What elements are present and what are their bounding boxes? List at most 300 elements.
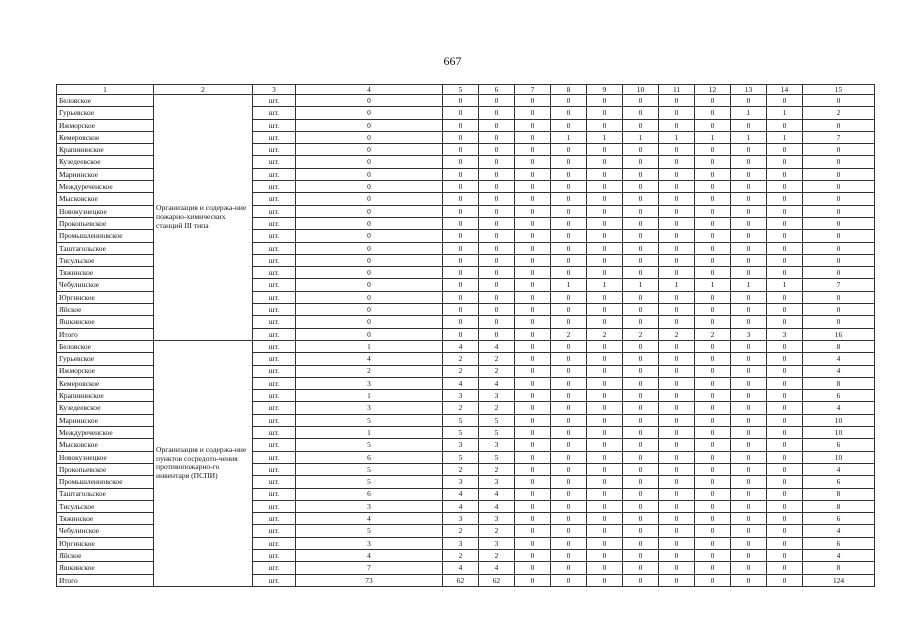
value-cell: 1 (551, 131, 587, 143)
page-number: 667 (443, 54, 462, 68)
value-cell: 0 (659, 230, 695, 242)
value-cell: 0 (767, 500, 803, 512)
value-cell: 0 (515, 525, 551, 537)
value-cell: 0 (515, 267, 551, 279)
value-cell: 0 (731, 451, 767, 463)
value-cell: 4 (479, 377, 515, 389)
value-cell: 0 (623, 500, 659, 512)
unit-cell: шт. (253, 353, 296, 365)
value-cell: 0 (767, 353, 803, 365)
value-cell: 0 (296, 254, 443, 266)
value-cell: 1 (587, 131, 623, 143)
value-cell: 0 (443, 242, 479, 254)
value-cell: 0 (623, 230, 659, 242)
value-cell: 0 (443, 181, 479, 193)
district-name: Тисульское (57, 254, 154, 266)
value-cell: 0 (659, 316, 695, 328)
value-cell: 0 (515, 168, 551, 180)
value-cell: 0 (659, 390, 695, 402)
value-cell: 0 (659, 451, 695, 463)
value-cell: 0 (296, 291, 443, 303)
header-cell: 13 (731, 85, 767, 95)
value-cell: 0 (623, 377, 659, 389)
value-cell: 0 (515, 230, 551, 242)
value-cell: 0 (731, 427, 767, 439)
value-cell: 0 (695, 156, 731, 168)
value-cell: 0 (731, 513, 767, 525)
data-table (56, 84, 875, 587)
value-cell: 0 (659, 476, 695, 488)
value-cell: 0 (515, 549, 551, 561)
value-cell: 0 (587, 402, 623, 414)
value-cell: 0 (767, 513, 803, 525)
value-cell: 0 (731, 402, 767, 414)
value-cell: 0 (731, 316, 767, 328)
district-name: Ижморское (57, 365, 154, 377)
value-cell: 0 (587, 574, 623, 586)
value-cell: 0 (695, 549, 731, 561)
unit-cell: шт. (253, 476, 296, 488)
value-cell: 0 (659, 168, 695, 180)
value-cell: 1 (623, 131, 659, 143)
value-cell: 8 (803, 500, 875, 512)
value-cell: 0 (659, 144, 695, 156)
value-cell: 1 (623, 279, 659, 291)
value-cell: 0 (695, 242, 731, 254)
value-cell: 0 (623, 439, 659, 451)
value-cell: 0 (587, 476, 623, 488)
value-cell: 1 (296, 340, 443, 352)
value-cell: 0 (695, 414, 731, 426)
value-cell: 0 (296, 131, 443, 143)
value-cell: 0 (296, 181, 443, 193)
value-cell: 0 (695, 95, 731, 107)
value-cell: 0 (515, 107, 551, 119)
value-cell: 0 (551, 353, 587, 365)
unit-cell: шт. (253, 377, 296, 389)
value-cell: 2 (479, 463, 515, 475)
value-cell: 1 (695, 131, 731, 143)
value-cell: 0 (479, 119, 515, 131)
value-cell: 0 (443, 95, 479, 107)
value-cell: 2 (695, 328, 731, 340)
value-cell: 0 (515, 340, 551, 352)
district-name: Междуреченское (57, 181, 154, 193)
value-cell: 0 (623, 390, 659, 402)
value-cell: 0 (587, 488, 623, 500)
value-cell: 3 (479, 476, 515, 488)
value-cell: 0 (695, 427, 731, 439)
value-cell: 0 (296, 230, 443, 242)
value-cell: 3 (443, 390, 479, 402)
value-cell: 0 (551, 340, 587, 352)
value-cell: 1 (731, 107, 767, 119)
value-cell: 0 (659, 377, 695, 389)
value-cell: 0 (731, 574, 767, 586)
value-cell: 0 (551, 451, 587, 463)
value-cell: 7 (803, 279, 875, 291)
value-cell: 0 (659, 500, 695, 512)
value-cell: 0 (515, 205, 551, 217)
value-cell: 0 (296, 107, 443, 119)
unit-cell: шт. (253, 525, 296, 537)
value-cell: 1 (731, 279, 767, 291)
value-cell: 0 (623, 488, 659, 500)
value-cell: 0 (296, 193, 443, 205)
value-cell: 0 (767, 439, 803, 451)
value-cell: 0 (479, 279, 515, 291)
value-cell: 0 (587, 205, 623, 217)
value-cell: 0 (767, 377, 803, 389)
value-cell: 0 (767, 144, 803, 156)
value-cell: 0 (515, 402, 551, 414)
value-cell: 0 (767, 193, 803, 205)
value-cell: 0 (551, 217, 587, 229)
value-cell: 2 (803, 107, 875, 119)
value-cell: 0 (296, 316, 443, 328)
district-name: Чебулинское (57, 525, 154, 537)
value-cell: 0 (623, 365, 659, 377)
value-cell: 0 (443, 230, 479, 242)
value-cell: 62 (479, 574, 515, 586)
value-cell: 0 (587, 144, 623, 156)
value-cell: 0 (731, 353, 767, 365)
district-name: Мысковское (57, 193, 154, 205)
value-cell: 0 (551, 316, 587, 328)
header-cell: 12 (695, 85, 731, 95)
value-cell: 0 (623, 254, 659, 266)
value-cell: 0 (551, 193, 587, 205)
value-cell: 0 (296, 168, 443, 180)
value-cell: 2 (551, 328, 587, 340)
value-cell: 3 (731, 328, 767, 340)
value-cell: 0 (731, 488, 767, 500)
value-cell: 0 (767, 476, 803, 488)
value-cell: 3 (443, 439, 479, 451)
value-cell: 4 (443, 340, 479, 352)
value-cell: 0 (296, 205, 443, 217)
unit-cell: шт. (253, 537, 296, 549)
district-name: Новокузнецкое (57, 205, 154, 217)
value-cell: 0 (515, 463, 551, 475)
value-cell: 0 (767, 217, 803, 229)
value-cell: 0 (731, 168, 767, 180)
value-cell: 0 (803, 193, 875, 205)
value-cell: 0 (443, 217, 479, 229)
value-cell: 2 (443, 525, 479, 537)
value-cell: 4 (443, 562, 479, 574)
value-cell: 0 (659, 414, 695, 426)
value-cell: 4 (443, 500, 479, 512)
value-cell: 0 (623, 340, 659, 352)
value-cell: 0 (803, 242, 875, 254)
value-cell: 3 (296, 500, 443, 512)
value-cell: 0 (731, 95, 767, 107)
value-cell: 0 (767, 451, 803, 463)
value-cell: 0 (695, 451, 731, 463)
header-cell: 7 (515, 85, 551, 95)
value-cell: 0 (803, 205, 875, 217)
value-cell: 0 (515, 144, 551, 156)
value-cell: 0 (623, 291, 659, 303)
value-cell: 2 (443, 365, 479, 377)
value-cell: 0 (731, 119, 767, 131)
value-cell: 0 (767, 402, 803, 414)
unit-cell: шт. (253, 279, 296, 291)
header-cell: 11 (659, 85, 695, 95)
value-cell: 0 (731, 156, 767, 168)
value-cell: 0 (551, 574, 587, 586)
unit-cell: шт. (253, 328, 296, 340)
value-cell: 0 (659, 562, 695, 574)
value-cell: 0 (623, 205, 659, 217)
value-cell: 0 (479, 230, 515, 242)
value-cell: 0 (731, 390, 767, 402)
value-cell: 0 (443, 316, 479, 328)
value-cell: 0 (623, 304, 659, 316)
value-cell: 0 (767, 574, 803, 586)
value-cell: 0 (515, 451, 551, 463)
value-cell: 0 (695, 316, 731, 328)
value-cell: 0 (767, 427, 803, 439)
value-cell: 6 (296, 488, 443, 500)
value-cell: 0 (695, 340, 731, 352)
value-cell: 0 (587, 451, 623, 463)
value-cell: 0 (767, 365, 803, 377)
value-cell: 0 (695, 574, 731, 586)
unit-cell: шт. (253, 119, 296, 131)
value-cell: 0 (551, 439, 587, 451)
value-cell: 0 (731, 414, 767, 426)
value-cell: 0 (551, 181, 587, 193)
value-cell: 0 (551, 267, 587, 279)
value-cell: 0 (587, 95, 623, 107)
value-cell: 0 (551, 107, 587, 119)
unit-cell: шт. (253, 217, 296, 229)
value-cell: 4 (803, 525, 875, 537)
value-cell: 0 (695, 377, 731, 389)
value-cell: 2 (479, 549, 515, 561)
value-cell: 0 (551, 365, 587, 377)
value-cell: 0 (695, 217, 731, 229)
value-cell: 5 (443, 427, 479, 439)
value-cell: 0 (551, 549, 587, 561)
value-cell: 0 (731, 537, 767, 549)
value-cell: 0 (443, 107, 479, 119)
unit-cell: шт. (253, 365, 296, 377)
value-cell: 5 (296, 476, 443, 488)
value-cell: 0 (515, 291, 551, 303)
value-cell: 0 (587, 156, 623, 168)
value-cell: 0 (623, 119, 659, 131)
district-name: Яйское (57, 304, 154, 316)
value-cell: 0 (551, 562, 587, 574)
value-cell: 0 (587, 119, 623, 131)
value-cell: 0 (767, 525, 803, 537)
value-cell: 0 (731, 217, 767, 229)
value-cell: 0 (767, 242, 803, 254)
value-cell: 4 (479, 500, 515, 512)
header-cell: 9 (587, 85, 623, 95)
table-row (57, 95, 875, 107)
value-cell: 0 (479, 217, 515, 229)
value-cell: 0 (623, 513, 659, 525)
value-cell: 0 (479, 291, 515, 303)
value-cell: 0 (515, 390, 551, 402)
value-cell: 0 (695, 402, 731, 414)
value-cell: 0 (767, 156, 803, 168)
value-cell: 0 (587, 537, 623, 549)
value-cell: 0 (551, 254, 587, 266)
value-cell: 0 (551, 119, 587, 131)
value-cell: 0 (623, 316, 659, 328)
district-name: Тисульское (57, 500, 154, 512)
value-cell: 0 (479, 193, 515, 205)
value-cell: 4 (803, 549, 875, 561)
unit-cell: шт. (253, 291, 296, 303)
value-cell: 0 (659, 304, 695, 316)
value-cell: 0 (731, 439, 767, 451)
district-name: Кузедеевское (57, 402, 154, 414)
district-name: Чебулинское (57, 279, 154, 291)
value-cell: 0 (515, 254, 551, 266)
header-cell: 6 (479, 85, 515, 95)
unit-cell: шт. (253, 427, 296, 439)
value-cell: 0 (731, 562, 767, 574)
value-cell: 0 (551, 402, 587, 414)
unit-cell: шт. (253, 254, 296, 266)
value-cell: 0 (587, 500, 623, 512)
value-cell: 0 (767, 316, 803, 328)
value-cell: 0 (731, 230, 767, 242)
value-cell: 2 (443, 402, 479, 414)
value-cell: 0 (551, 500, 587, 512)
value-cell: 0 (443, 131, 479, 143)
value-cell: 5 (296, 463, 443, 475)
value-cell: 0 (551, 537, 587, 549)
value-cell: 2 (443, 353, 479, 365)
header-cell: 15 (803, 85, 875, 95)
value-cell: 0 (551, 377, 587, 389)
value-cell: 0 (479, 205, 515, 217)
value-cell: 0 (623, 463, 659, 475)
header-cell: 10 (623, 85, 659, 95)
value-cell: 5 (443, 451, 479, 463)
unit-cell: шт. (253, 488, 296, 500)
value-cell: 0 (479, 131, 515, 143)
value-cell: 4 (803, 463, 875, 475)
value-cell: 0 (515, 131, 551, 143)
value-cell: 0 (443, 328, 479, 340)
unit-cell: шт. (253, 156, 296, 168)
value-cell: 0 (659, 402, 695, 414)
value-cell: 0 (695, 500, 731, 512)
value-cell: 0 (515, 353, 551, 365)
unit-cell: шт. (253, 513, 296, 525)
value-cell: 0 (587, 365, 623, 377)
unit-cell: шт. (253, 451, 296, 463)
value-cell: 0 (659, 254, 695, 266)
value-cell: 0 (515, 513, 551, 525)
value-cell: 0 (515, 181, 551, 193)
district-name: Беловское (57, 95, 154, 107)
value-cell: 0 (767, 95, 803, 107)
table-row (57, 340, 875, 352)
value-cell: 0 (659, 107, 695, 119)
unit-cell: шт. (253, 390, 296, 402)
value-cell: 0 (515, 119, 551, 131)
value-cell: 0 (296, 304, 443, 316)
value-cell: 1 (296, 390, 443, 402)
unit-cell: шт. (253, 439, 296, 451)
value-cell: 0 (659, 156, 695, 168)
value-cell: 0 (587, 390, 623, 402)
value-cell: 0 (587, 549, 623, 561)
value-cell: 1 (695, 279, 731, 291)
value-cell: 6 (803, 513, 875, 525)
value-cell: 0 (659, 291, 695, 303)
value-cell: 0 (803, 144, 875, 156)
value-cell: 5 (296, 414, 443, 426)
value-cell: 0 (623, 476, 659, 488)
value-cell: 1 (767, 279, 803, 291)
value-cell: 0 (659, 193, 695, 205)
district-name: Промышленновское (57, 476, 154, 488)
value-cell: 0 (659, 537, 695, 549)
header-cell: 3 (253, 85, 296, 95)
value-cell: 4 (296, 549, 443, 561)
value-cell: 0 (731, 476, 767, 488)
value-cell: 0 (296, 156, 443, 168)
value-cell: 3 (767, 328, 803, 340)
value-cell: 0 (515, 95, 551, 107)
value-cell: 0 (695, 513, 731, 525)
value-cell: 0 (803, 181, 875, 193)
value-cell: 0 (803, 217, 875, 229)
district-name: Мысковское (57, 439, 154, 451)
value-cell: 2 (443, 549, 479, 561)
unit-cell: шт. (253, 131, 296, 143)
value-cell: 0 (803, 267, 875, 279)
value-cell: 0 (803, 119, 875, 131)
unit-cell: шт. (253, 340, 296, 352)
value-cell: 0 (479, 95, 515, 107)
value-cell: 0 (515, 377, 551, 389)
value-cell: 73 (296, 574, 443, 586)
value-cell: 0 (515, 217, 551, 229)
value-cell: 1 (767, 131, 803, 143)
value-cell: 0 (479, 316, 515, 328)
value-cell: 0 (443, 304, 479, 316)
value-cell: 0 (623, 168, 659, 180)
value-cell: 0 (515, 439, 551, 451)
value-cell: 0 (767, 537, 803, 549)
value-cell: 4 (479, 340, 515, 352)
value-cell: 0 (443, 267, 479, 279)
value-cell: 0 (767, 205, 803, 217)
value-cell: 0 (659, 488, 695, 500)
value-cell: 0 (623, 217, 659, 229)
value-cell: 0 (767, 230, 803, 242)
value-cell: 0 (695, 463, 731, 475)
value-cell: 0 (695, 365, 731, 377)
value-cell: 0 (659, 95, 695, 107)
value-cell: 0 (803, 168, 875, 180)
value-cell: 0 (695, 230, 731, 242)
value-cell: 4 (443, 377, 479, 389)
value-cell: 0 (803, 316, 875, 328)
value-cell: 0 (296, 217, 443, 229)
